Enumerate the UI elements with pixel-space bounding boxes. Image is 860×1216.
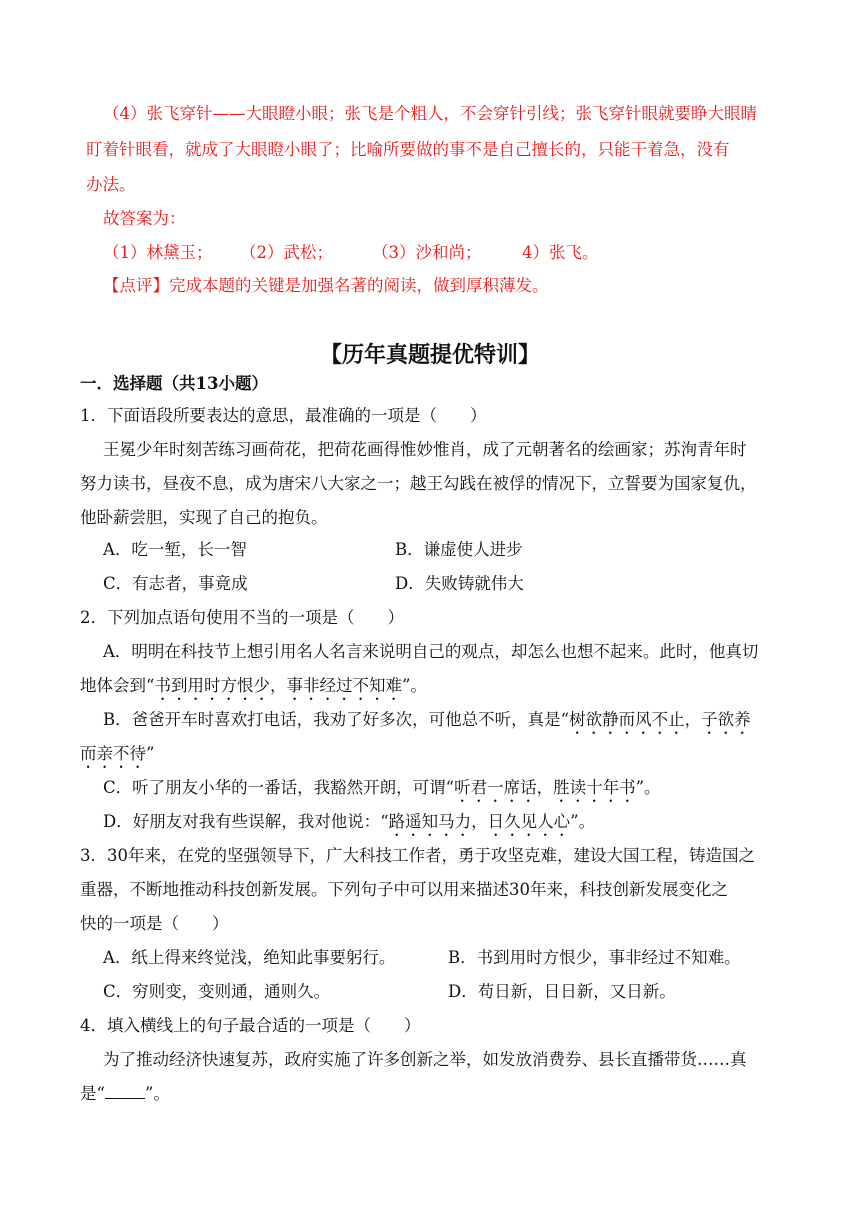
q2-d-dotted-quote: 路遥知马力，日久见人心 <box>388 812 571 831</box>
q2-stem: 2．下列加点语句使用不当的一项是（ ） <box>80 608 404 627</box>
answer-intro: 故答案为： <box>103 209 186 228</box>
answer-item4-line1: （4）张飞穿针——大眼瞪小眼；张飞是个粗人，不会穿针引线；张飞穿针眼就要睁大眼睛 <box>103 104 757 123</box>
q1-passage-line1: 王冕少年时刻苦练习画荷花，把荷花画得惟妙惟肖，成了元朝著名的绘画家；苏洵青年时 <box>103 440 747 459</box>
q2-option-c <box>103 776 661 806</box>
section-title: 【历年真题提优特训】 <box>319 342 540 368</box>
answer-1: （1）林黛玉； <box>103 243 213 262</box>
q3-option-a: A．纸上得来终觉浅，绝知此事要躬行。 <box>103 948 396 967</box>
fill-in-blank[interactable] <box>105 1084 145 1099</box>
q4-passage-line2 <box>80 1082 170 1106</box>
q3-stem-line1: 3．30年来，在党的坚强领导下，广大科技工作者，勇于攻坚克难，建设大国工程，铸造国之 <box>80 846 755 865</box>
q2-b-post: ” <box>146 744 155 763</box>
answer-3: （3）沙和尚； <box>372 243 482 262</box>
q1-option-a: A．吃一堑，长一智 <box>103 540 247 559</box>
q4-post: ”。 <box>144 1084 170 1103</box>
answer-2: （2）武松； <box>240 243 333 262</box>
q4-pre: 是“ <box>80 1084 105 1103</box>
q2-c-pre: C．听了朋友小华的一番话，我豁然开朗，可谓“ <box>103 778 455 797</box>
q1-passage-line2: 努力读书，昼夜不息，成为唐宋八大家之一；越王勾践在被俘的情况下，立誓要为国家复仇， <box>80 474 757 493</box>
q1-option-c: C．有志者，事竟成 <box>103 574 248 593</box>
q1-option-d: D．失败铸就伟大 <box>395 574 524 593</box>
q2-option-a-line2 <box>80 674 427 704</box>
q2-d-post: ”。 <box>570 812 596 831</box>
comment <box>103 274 549 298</box>
answer-item4-line3: 办法。 <box>86 175 136 194</box>
q2-b-dotted-quote-1: 树欲静而风不止，子欲养 <box>569 710 751 729</box>
q4-passage-line1: 为了推动经济快速复苏，政府实施了许多创新之举，如发放消费券、县长直播带货……真 <box>103 1050 747 1069</box>
q2-option-a-line1: A．明明在科技节上想引用名人名言来说明自己的观点，却怎么也想不起来。此时，他真切 <box>103 642 759 661</box>
q2-b-pre: B．爸爸开车时喜欢打电话，我劝了好多次，可他总不听，真是“ <box>103 710 570 729</box>
q2-option-b-line1 <box>103 708 751 738</box>
q4-stem: 4．填入横线上的句子最合适的一项是（ ） <box>80 1016 421 1035</box>
q1-option-b: B．谦虚使人进步 <box>395 540 523 559</box>
q2-option-b-line2 <box>80 742 154 772</box>
q1-stem: 1．下面语段所要表达的意思，最准确的一项是（ ） <box>80 406 487 425</box>
q2-b-dotted-quote-2: 而亲不待 <box>80 744 146 763</box>
q2-a-post: ”。 <box>401 676 427 695</box>
q2-option-d <box>103 810 595 840</box>
q2-a-dotted-quote: 书到用时方恨少，事非经过不知难 <box>154 676 402 695</box>
answer-4: 4）张飞。 <box>522 243 599 262</box>
answer-item4-line2: 盯着针眼看，就成了大眼瞪小眼了；比喻所要做的事不是自己擅长的，只能干着急，没有 <box>86 140 730 159</box>
comment-tag: 【点评】 <box>103 276 169 295</box>
part-heading: 一．选择题（共13小题） <box>80 374 268 393</box>
q1-passage-line3: 他卧薪尝胆，实现了自己的抱负。 <box>80 508 328 527</box>
q2-d-pre: D．好朋友对我有些误解，我对他说：“ <box>103 812 389 831</box>
q3-option-d: D．苟日新，日日新，又日新。 <box>448 982 676 1001</box>
q3-option-c: C．穷则变，变则通，通则久。 <box>103 982 331 1001</box>
q2-c-dotted-quote: 听君一席话，胜读十年书 <box>454 778 636 797</box>
q3-option-b: B．书到用时方恨少，事非经过不知难。 <box>448 948 741 967</box>
comment-text: 完成本题的关键是加强名著的阅读，做到厚积薄发。 <box>169 276 549 295</box>
q2-a-pre: 地体会到“ <box>80 676 155 695</box>
q3-stem-line3: 快的一项是（ ） <box>80 914 229 933</box>
q3-stem-line2: 重器，不断地推动科技创新发展。下列句子中可以用来描述30年来，科技创新发展变化之 <box>80 880 728 899</box>
q2-c-post: ”。 <box>635 778 661 797</box>
